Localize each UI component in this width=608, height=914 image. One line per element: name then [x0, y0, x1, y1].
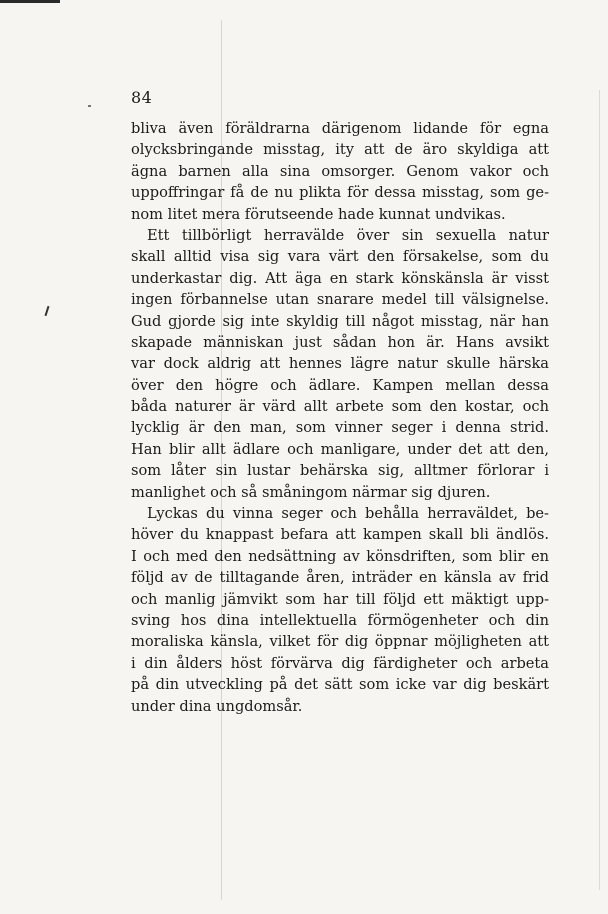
- text-line: skapade människan just sådan hon är. Hans avsikt: [131, 333, 549, 351]
- text-line: Gud gjorde sig inte skyldig till något misstag, när han: [131, 312, 549, 330]
- paragraph: [131, 118, 549, 225]
- text-line: i din ålders höst förvärva dig färdigheter och arbeta: [131, 654, 549, 672]
- text-line: på din utveckling på det sätt som icke var dig beskärt: [131, 676, 549, 694]
- text-line: lycklig är den man, som vinner seger i denna strid.: [131, 419, 549, 437]
- text-line: höver du knappast befara att kampen skall bli ändlös.: [131, 526, 549, 544]
- text-line: sving hos dina intellektuella förmögenheter och din: [131, 611, 549, 629]
- text-line: och manlig jämvikt som har till följd ett mäktigt upp-: [131, 590, 549, 608]
- text-line: Ett tillbörligt herravälde över sin sexuella natur: [147, 226, 549, 244]
- scan-right-edge: [599, 90, 600, 890]
- text-line: uppoffringar få de nu plikta för dessa misstag, som ge-: [131, 184, 549, 202]
- text-line: under dina ungdomsår.: [131, 697, 303, 715]
- text-line: över den högre och ädlare. Kampen mellan dessa: [131, 376, 549, 394]
- text-line: moraliska känsla, vilket för dig öppnar möjligheten att: [131, 633, 549, 651]
- text-line: underkastar dig. Att äga en stark könskänsla är visst: [131, 269, 549, 287]
- text-line: olycksbringande misstag, ity att de äro skyldiga att: [131, 141, 549, 159]
- text-line: Han blir allt ädlare och manligare, under det att den,: [131, 440, 549, 458]
- paragraph: [131, 225, 549, 503]
- body-text: [131, 118, 549, 717]
- text-line: ägna barnen alla sina omsorger. Genom vakor och: [131, 162, 549, 180]
- page-number: 84: [131, 88, 153, 107]
- text-line: Lyckas du vinna seger och behålla herraväldet, be-: [147, 505, 549, 523]
- text-line: ingen förbannelse utan snarare medel till välsignelse.: [131, 291, 549, 309]
- text-line: skall alltid visa sig vara värt den försakelse, som du: [131, 248, 549, 266]
- text-line: nom litet mera förutseende hade kunnat undvikas.: [131, 205, 506, 223]
- text-line: båda naturer är värd allt arbete som den kostar, och: [131, 398, 549, 416]
- text-line: var dock aldrig att hennes lägre natur skulle härska: [131, 355, 549, 373]
- text-line: manlighet och så småningom närmar sig djuren.: [131, 483, 491, 501]
- paragraph: [131, 503, 549, 717]
- stray-dot-mark: [88, 105, 91, 107]
- text-line: som låter sin lustar behärska sig, alltmer förlorar i: [131, 462, 549, 480]
- text-line: bliva även föräldrarna därigenom lidande för egna: [131, 120, 549, 137]
- text-line: följd av de tilltagande åren, inträder en känsla av frid: [131, 569, 549, 587]
- text-line: I och med den nedsättning av könsdriften, som blir en: [131, 547, 549, 565]
- stray-ink-mark: [45, 306, 50, 316]
- scan-edge-artifact: [0, 0, 60, 3]
